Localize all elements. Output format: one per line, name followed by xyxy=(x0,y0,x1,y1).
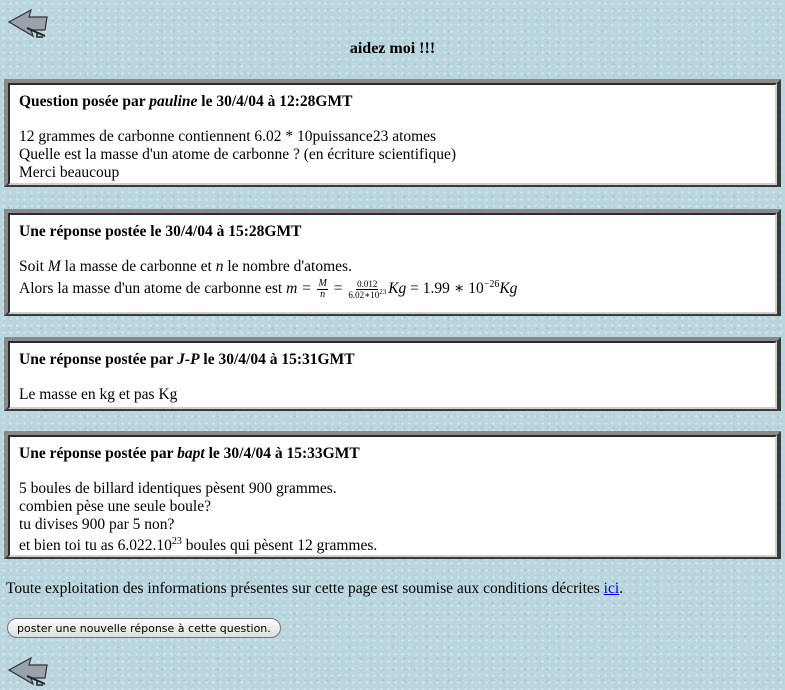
post-line: combien pèse une seule boule? xyxy=(19,498,211,515)
math-var: n xyxy=(215,258,224,275)
post-line: et bien toi tu as 6.022.10$^{23}$ boules qui pèsent 12 grammes. xyxy=(19,535,378,554)
post-header: Question posée par pauline le 30/4/04 à 12:28GMT xyxy=(19,93,353,110)
reply-post xyxy=(4,337,781,411)
post-header: Une réponse postée le 30/4/04 à 15:28GMT xyxy=(19,223,302,240)
post-author: pauline xyxy=(149,93,198,110)
fraction: $\frac{M}{n}$ xyxy=(318,278,327,300)
reply-post xyxy=(4,431,781,559)
post-author: J-P xyxy=(177,351,200,368)
post-reply-button[interactable]: poster une nouvelle réponse à cette question. xyxy=(7,618,281,638)
post-header: Une réponse postée par bapt le 30/4/04 à 15:33GMT xyxy=(19,445,360,462)
fraction: $\frac{0.012}{6.02∗10^{23}}$ xyxy=(348,279,387,300)
math-var: M xyxy=(47,258,61,275)
post-line: Merci beaucoup xyxy=(19,164,120,181)
terms-link[interactable]: ici xyxy=(603,580,620,597)
post-header: Une réponse postée par J-P le 30/4/04 à 15:31GMT xyxy=(19,351,355,368)
post-line: 5 boules de billard identiques pèsent 900 grammes. xyxy=(19,480,337,497)
terms-notice: Toute exploitation des informations présentes sur cette page est soumise aux conditions décrites ici. xyxy=(6,580,624,597)
post-line: tu divises 900 par 5 non? xyxy=(19,516,175,533)
post-line: 12 grammes de carbonne contiennent 6.02 * 10puissance23 atomes xyxy=(19,128,437,145)
question-post xyxy=(4,79,781,187)
back-arrow-icon[interactable] xyxy=(7,656,49,686)
post-author: bapt xyxy=(177,445,205,462)
page-title: aidez moi !!! xyxy=(349,40,436,57)
reply-post xyxy=(4,209,781,316)
post-line: Quelle est la masse d'un atome de carbonne ? (en écriture scientifique) xyxy=(19,146,457,163)
post-line: Le masse en kg et pas Kg xyxy=(19,386,178,403)
post-line: Alors la masse d'un atome de carbonne est m = $\frac{M}{n}$ = $\frac{0.012}{6.02∗10^{23}}$ Kg = 1.99 ∗ $10^{-26}Kg$ xyxy=(19,278,518,300)
back-arrow-icon[interactable] xyxy=(7,8,49,38)
post-line: Soit M la masse de carbonne et n le nombre d'atomes. xyxy=(19,258,352,275)
